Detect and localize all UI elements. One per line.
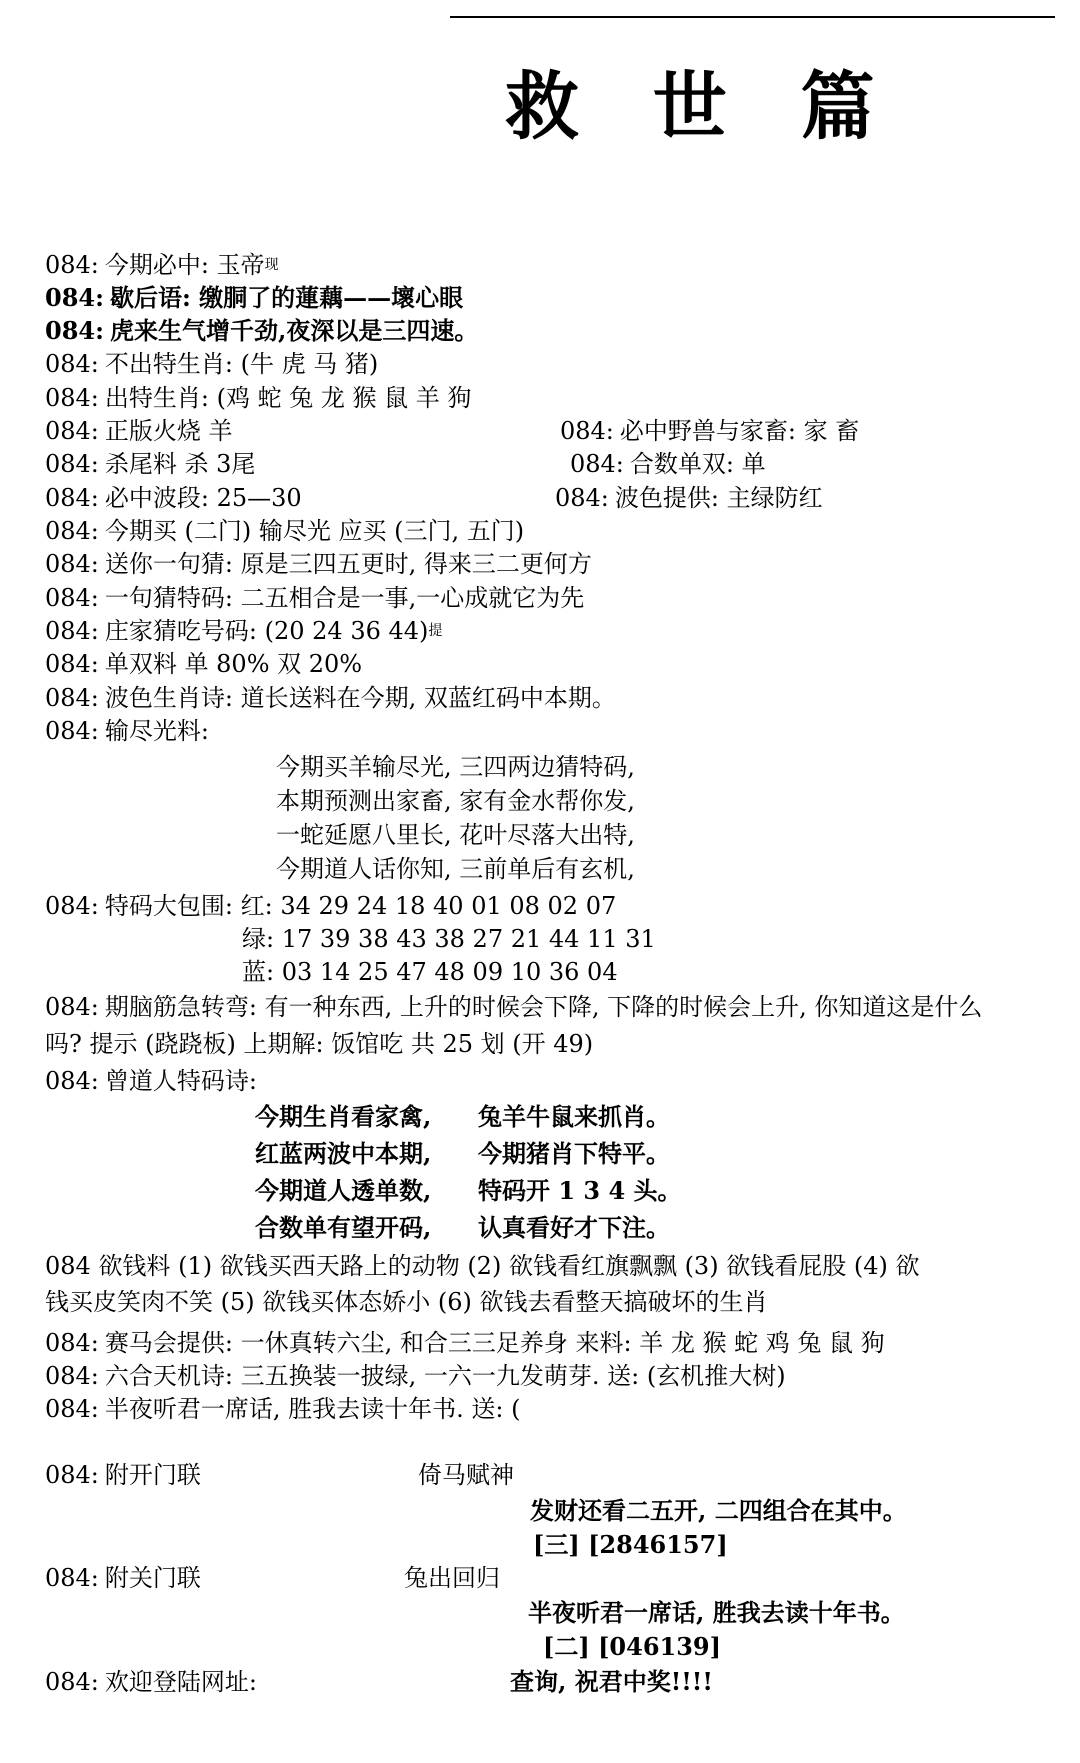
line-tiger: 084: 虎来生气增千劲,夜深以是三四速。 (45, 316, 479, 345)
poem1-line: 今期道人话你知, 三前单后有玄机, (276, 855, 635, 883)
close-couplet-label: 084: 附关门联 (45, 1564, 201, 1592)
poem2-line-a: 今期生肖看家禽, (255, 1102, 432, 1131)
open-couplet-line: 发财还看二五开, 二四组合在其中。 (530, 1496, 907, 1525)
riddle-line-1: 084: 期脑筋急转弯: 有一种东西, 上升的时候会下降, 下降的时候会上升, 你知道这是什么 (45, 993, 983, 1021)
desire-line-1: 084 欲钱料 (1) 欲钱买西天路上的动物 (2) 欲钱看红旗飘飘 (3) 欲钱看屁股 (4) 欲 (45, 1252, 920, 1280)
poem2-line-b: 特码开 1 3 4 头。 (478, 1176, 682, 1205)
poem2-line-a: 红蓝两波中本期, (255, 1139, 432, 1168)
poem2-line-a: 今期道人透单数, (255, 1176, 432, 1205)
color-package-green: 绿: 17 39 38 43 38 27 21 44 11 31 (242, 925, 656, 953)
line-odd-even: 084: 单双料 单 80% 双 20% (45, 650, 363, 678)
close-couplet-codes: [二] [046139] (543, 1632, 721, 1661)
close-couplet-title: 兔出回归 (404, 1564, 500, 1592)
poem2-line-b: 今期猪肖下特平。 (478, 1139, 670, 1168)
line-out-zodiac: 084: 出特生肖: (鸡 蛇 兔 龙 猴 鼠 羊 狗 (45, 384, 472, 412)
line-must-win: 084: 今期必中: 玉帝$^现$ (45, 251, 279, 279)
poem2-label: 084: 曾道人特码诗: (45, 1067, 257, 1095)
color-package-blue: 蓝: 03 14 25 47 48 09 10 36 04 (242, 958, 618, 986)
open-couplet-label: 084: 附开门联 (45, 1461, 201, 1489)
poem2-line-a: 合数单有望开码, (255, 1213, 432, 1242)
line-not-out: 084: 不出特生肖: (牛 虎 马 猪) (45, 350, 379, 378)
line-saying: 084: 歇后语: 缴胴了的蓮藕——壞心眼 (45, 283, 464, 312)
poem2-line-b: 认真看好才下注。 (478, 1213, 670, 1242)
footer-text: 查询, 祝君中奖!!!! (510, 1667, 713, 1696)
open-couplet-codes: [三] [2846157] (533, 1530, 728, 1559)
line-special-code: 084: 一句猜特码: 二五相合是一事,一心成就它为先 (45, 584, 585, 612)
line-beast: 084: 必中野兽与家畜: 家 畜 (560, 417, 860, 445)
line-night: 084: 半夜听君一席话, 胜我去读十年书. 送: ( (45, 1395, 521, 1423)
footer-label: 084: 欢迎登陆网址: (45, 1668, 257, 1696)
close-couplet-line: 半夜听君一席话, 胜我去读十年书。 (528, 1598, 905, 1627)
line-color-poem: 084: 波色生肖诗: 道长送料在今期, 双蓝红码中本期。 (45, 684, 616, 712)
line-buy: 084: 今期买 (二门) 输尽光 应买 (三门, 五门) (45, 517, 525, 545)
poem1-line: 今期买羊输尽光, 三四两边猜特码, (276, 753, 635, 781)
line-kill-tail: 084: 杀尾料 杀 3尾 (45, 450, 256, 478)
line-band: 084: 必中波段: 25—30 (45, 484, 302, 512)
page-title: 救 世 篇 (505, 64, 899, 150)
poem1-line: 一蛇延愿八里长, 花叶尽落大出特, (276, 821, 635, 849)
desire-line-2: 钱买皮笑肉不笑 (5) 欲钱买体态娇小 (6) 欲钱去看整天搞破坏的生肖 (45, 1288, 768, 1316)
riddle-line-2: 吗? 提示 (跷跷板) 上期解: 饭馆吃 共 25 划 (开 49) (45, 1030, 594, 1058)
line-dealer: 084: 庄家猜吃号码: (20 24 36 44)提 (45, 617, 443, 645)
line-racing: 084: 赛马会提供: 一休真转六尘, 和合三三足养身 来料: 羊 龙 猴 蛇 鸡 兔 鼠 狗 (45, 1329, 885, 1357)
open-couplet-title: 倚马赋神 (418, 1461, 514, 1489)
line-fire: 084: 正版火烧 羊 (45, 417, 233, 445)
poem2-line-b: 兔羊牛鼠来抓肖。 (478, 1102, 670, 1131)
top-rule (450, 16, 1055, 18)
line-wave-color: 084: 波色提供: 主绿防红 (555, 484, 823, 512)
line-riddle-phrase: 084: 送你一句猜: 原是三四五更时, 得来三二更何方 (45, 550, 592, 578)
poem1-line: 本期预测出家畜, 家有金水帮你发, (276, 787, 635, 815)
line-liuhe: 084: 六合天机诗: 三五换装一披绿, 一六一九发萌芽. 送: (玄机推大树) (45, 1362, 786, 1390)
color-package-red: 084: 特码大包围: 红: 34 29 24 18 40 01 08 02 07 (45, 892, 617, 920)
line-parity: 084: 合数单双: 单 (570, 450, 766, 478)
line-lose-all: 084: 输尽光料: (45, 717, 209, 745)
